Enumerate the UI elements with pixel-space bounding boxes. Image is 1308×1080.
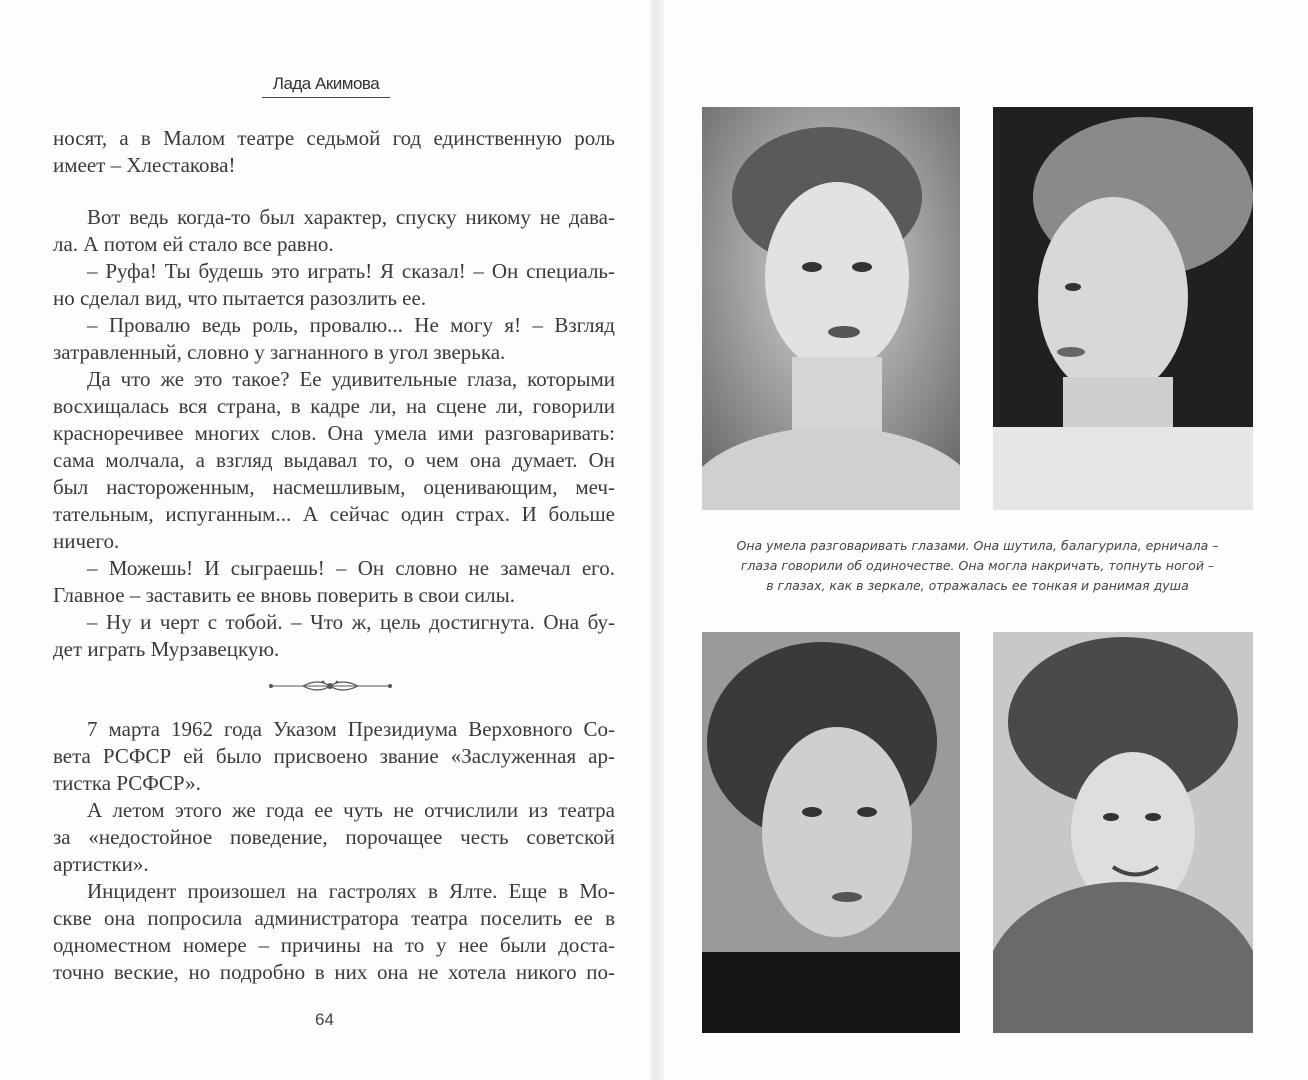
text-line: одноместном номере – причины на то у нее были доста- xyxy=(53,933,615,957)
text-line: затравленный, словно у загнанного в угол зверька. xyxy=(53,340,506,364)
text-line: носят, а в Малом театре седьмой год единственную роль xyxy=(53,126,615,150)
text-line: скве она попросила администратора театра поселить ее в xyxy=(53,906,615,930)
photo-caption xyxy=(705,536,1250,596)
caption-line: Она умела разговаривать глазами. Она шутила, балагурила, ерничала – xyxy=(736,538,1219,553)
text-line: А летом этого же года ее чуть не отчислили из театра xyxy=(87,798,615,822)
text-block-2 xyxy=(53,204,615,663)
text-line: был настороженным, насмешливым, оценивающим, меч- xyxy=(53,475,615,499)
text-line: ничего. xyxy=(53,529,120,553)
ornament-divider-icon xyxy=(268,678,393,694)
text-line: Да что же это такое? Ее удивительные глаза, которыми xyxy=(87,367,615,391)
text-line: дет играть Мурзавецкую. xyxy=(53,637,280,661)
text-line: Вот ведь когда-то был характер, спуску никому не дава- xyxy=(87,205,615,229)
text-line: за «недостойное поведение, порочащее честь советской xyxy=(53,825,615,849)
text-line: ла. А потом ей стало все равно. xyxy=(53,232,334,256)
text-line: тистка РСФСР». xyxy=(53,771,201,795)
text-line: – Провалю ведь роль, провалю... Не могу я! – Взгляд xyxy=(87,313,615,337)
text-line: восхищалась вся страна, в кадре ли, на сцене ли, говорили xyxy=(53,394,615,418)
text-line: красноречивее многих слов. Она умела ими разговаривать: xyxy=(53,421,615,445)
text-line: тательным, испуганным... А сейчас один страх. И больше xyxy=(53,502,615,526)
text-line: вета РСФСР ей было присвоено звание «Заслуженная ар- xyxy=(53,744,615,768)
text-line: Главное – заставить ее вновь поверить в свои силы. xyxy=(53,583,515,607)
portrait-photo-2 xyxy=(993,107,1253,510)
text-line: 7 марта 1962 года Указом Президиума Верховного Со- xyxy=(87,717,615,741)
text-line: Инцидент произошел на гастролях в Ялте. Еще в Мо- xyxy=(87,879,615,903)
portrait-photo-3 xyxy=(702,632,960,1033)
text-line: – Ну и черт с тобой. – Что ж, цель достигнута. Она бу- xyxy=(87,610,615,634)
text-line: – Можешь! И сыграешь! – Он словно не замечал его. xyxy=(87,556,615,580)
portrait-photo-4 xyxy=(993,632,1253,1033)
text-line: – Руфа! Ты будешь это играть! Я сказал! – Он специаль- xyxy=(87,259,615,283)
running-head: Лада Акимова xyxy=(262,74,390,98)
text-line: точно веские, но подробно в них она не хотела никого по- xyxy=(53,960,615,984)
caption-line: в глазах, как в зеркале, отражалась ее тонкая и ранимая душа xyxy=(766,578,1189,593)
caption-line: глаза говорили об одиночестве. Она могла накричать, топнуть ногой – xyxy=(740,558,1215,573)
text-block-1 xyxy=(53,125,615,179)
text-line: сама молчала, а взгляд выдавал то, о чем она думает. Он xyxy=(53,448,615,472)
text-line: артистки». xyxy=(53,852,149,876)
portrait-photo-1 xyxy=(702,107,960,510)
text-block-3 xyxy=(53,716,615,986)
book-gutter xyxy=(650,0,664,1080)
text-line: имеет – Хлестакова! xyxy=(53,153,236,177)
page-number: 64 xyxy=(315,1010,334,1029)
text-line: но сделал вид, что пытается разозлить ее. xyxy=(53,286,427,310)
